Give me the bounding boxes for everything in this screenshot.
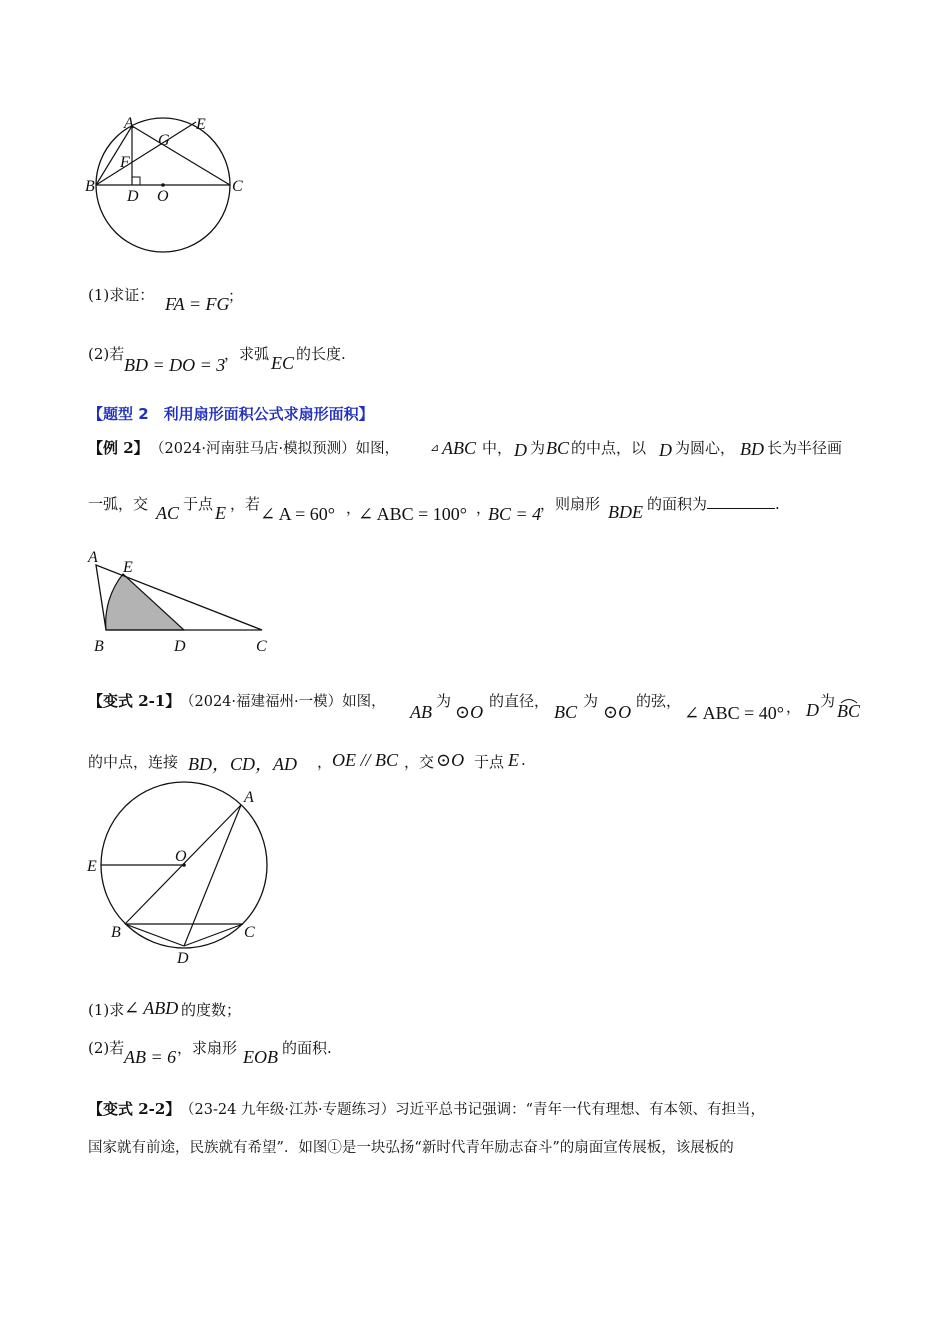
q2-suffix: 的长度.	[296, 345, 346, 363]
section-heading-type2: 【题型 2 利用扇形面积公式求扇形面积】	[88, 405, 374, 423]
variant21-text: 的弦，	[636, 692, 682, 710]
variant21-bc: BC	[554, 702, 578, 722]
example2-d: D	[659, 440, 672, 460]
q2-math: BD = DO = 3	[124, 355, 226, 375]
figure-3-circle-diagram	[80, 780, 280, 970]
variant21-angle-abc: ∠ ABC = 40°	[684, 703, 784, 723]
example2-text: 一弧，交	[88, 495, 149, 513]
variant21-q2-mid: ，求扇形	[177, 1039, 238, 1057]
variant21-text: 为	[583, 692, 599, 710]
segment-ac	[132, 126, 230, 185]
variant21-tag: 【变式 2-1】	[88, 692, 181, 710]
example2-answer-line	[647, 493, 780, 514]
variant21-q1-math: ∠ ABD	[124, 998, 179, 1018]
label-a: A	[244, 789, 254, 806]
variant21-q1-suffix: 的度数；	[181, 1001, 242, 1019]
example2-text: 的中点，以	[571, 439, 647, 457]
example2-bde: BDE	[608, 502, 643, 522]
label-d: D	[177, 950, 189, 967]
example2-text: 长为半径画	[767, 439, 843, 457]
example2-tag: 【例 2】	[88, 439, 149, 457]
variant21-arc-label: BC	[837, 701, 861, 721]
q1-suffix: ；	[228, 287, 244, 305]
label-b: B	[85, 178, 95, 195]
variant21-q2-math2: EOB	[243, 1047, 278, 1067]
example2-e: E	[215, 503, 226, 523]
example2-text: 为圆心，	[675, 439, 736, 457]
label-c: C	[244, 924, 255, 941]
variant21-ab: AB	[410, 702, 432, 722]
variant21-oe-parallel: OE // BC	[332, 750, 398, 770]
label-f: F	[120, 154, 130, 171]
example2-text: 为	[530, 439, 546, 457]
example2-bc: BC	[546, 438, 570, 458]
label-o: O	[157, 188, 169, 205]
example2-text: 中，	[482, 439, 513, 457]
q1-math: FA = FG	[165, 294, 230, 314]
example2-d: D	[514, 440, 527, 460]
label-e: E	[87, 858, 97, 875]
answer-blank[interactable]	[707, 507, 775, 509]
variant21-source: （2024·福建福州·一模）如图，	[180, 694, 386, 710]
label-b: B	[111, 924, 121, 941]
example2-ac: AC	[156, 503, 180, 523]
variant21-circle-o: ⊙O	[455, 702, 484, 722]
variant21-q2-math: AB = 6	[124, 1047, 177, 1067]
label-c: C	[256, 638, 267, 655]
example2-bd: BD	[740, 439, 764, 459]
label-g: G	[158, 132, 170, 149]
example2-triangle-symbol: ⊿	[430, 441, 440, 454]
variant21-arc-bc	[837, 695, 861, 721]
variant22-tag: 【变式 2-2】	[88, 1100, 181, 1118]
variant22-line2: 国家就有前途，民族就有希望”．如图①是一块弘扬“新时代青年励志奋斗”的扇面宣传展板，该展板的	[88, 1140, 734, 1156]
variant21-text: .	[521, 751, 526, 769]
variant21-q2-suffix: 的面积.	[282, 1039, 332, 1057]
variant21-text: 于点	[474, 753, 505, 771]
right-angle-mark	[132, 177, 140, 185]
variant21-e: E	[508, 750, 519, 770]
label-d: D	[174, 638, 186, 655]
variant21-q1-prefix: (1)求	[88, 1001, 125, 1019]
variant21-text: 为	[820, 692, 836, 710]
figure-2-sector-diagram	[85, 545, 285, 660]
variant21-text: 的中点，连接	[88, 753, 179, 771]
q2-prefix: (2)若	[88, 345, 125, 363]
label-a: A	[88, 549, 98, 566]
variant21-segments: BD，CD，AD	[188, 754, 297, 774]
example2-text: ，若	[230, 495, 261, 513]
segment-be	[96, 122, 196, 185]
example2-text: 的面积为	[647, 495, 708, 513]
variant21-d: D	[806, 700, 819, 720]
variant21-text: 为	[436, 692, 452, 710]
label-b: B	[94, 638, 104, 655]
variant21-text: ，	[317, 753, 333, 771]
label-d: D	[127, 188, 139, 205]
example2-text: ，则扇形	[540, 495, 601, 513]
label-c: C	[232, 178, 243, 195]
variant21-q2-prefix: (2)若	[88, 1039, 125, 1057]
example2-text: ，	[346, 499, 362, 517]
variant21-circle-o: ⊙O	[436, 750, 465, 770]
variant21-text: ，交	[404, 753, 435, 771]
label-a: A	[124, 115, 134, 132]
variant21-text: ，	[786, 698, 802, 716]
label-e: E	[196, 116, 206, 133]
variant21-circle-o: ⊙O	[603, 702, 632, 722]
q2-mid: ，求弧	[224, 345, 270, 363]
example2-angle-abc: ∠ ABC = 100°	[358, 504, 467, 524]
example2-angle-a: ∠ A = 60°	[260, 504, 335, 524]
segment-ad	[184, 805, 241, 946]
q2-math2: EC	[271, 353, 295, 373]
label-e: E	[123, 559, 133, 576]
figure-1-circle-diagram	[80, 110, 260, 260]
example2-bc-value: BC = 4	[488, 504, 542, 524]
shaded-sector-bde	[106, 574, 184, 630]
variant22-line1: （23-24 九年级·江苏·专题练习）习近平总书记强调：“青年一代有理想、有本领、有担当，	[180, 1102, 766, 1118]
example2-abc: ABC	[442, 438, 476, 458]
center-point-o	[161, 183, 165, 187]
q1-prefix: (1)求证：	[88, 286, 155, 304]
variant21-text: 的直径，	[489, 692, 550, 710]
example2-text: ，	[476, 499, 492, 517]
example2-text: 于点	[183, 495, 214, 513]
example2-source: （2024·河南驻马店·模拟预测）如图，	[150, 441, 400, 457]
example2-text: .	[775, 495, 780, 513]
problem1-question1	[88, 284, 154, 305]
label-o: O	[175, 848, 187, 865]
